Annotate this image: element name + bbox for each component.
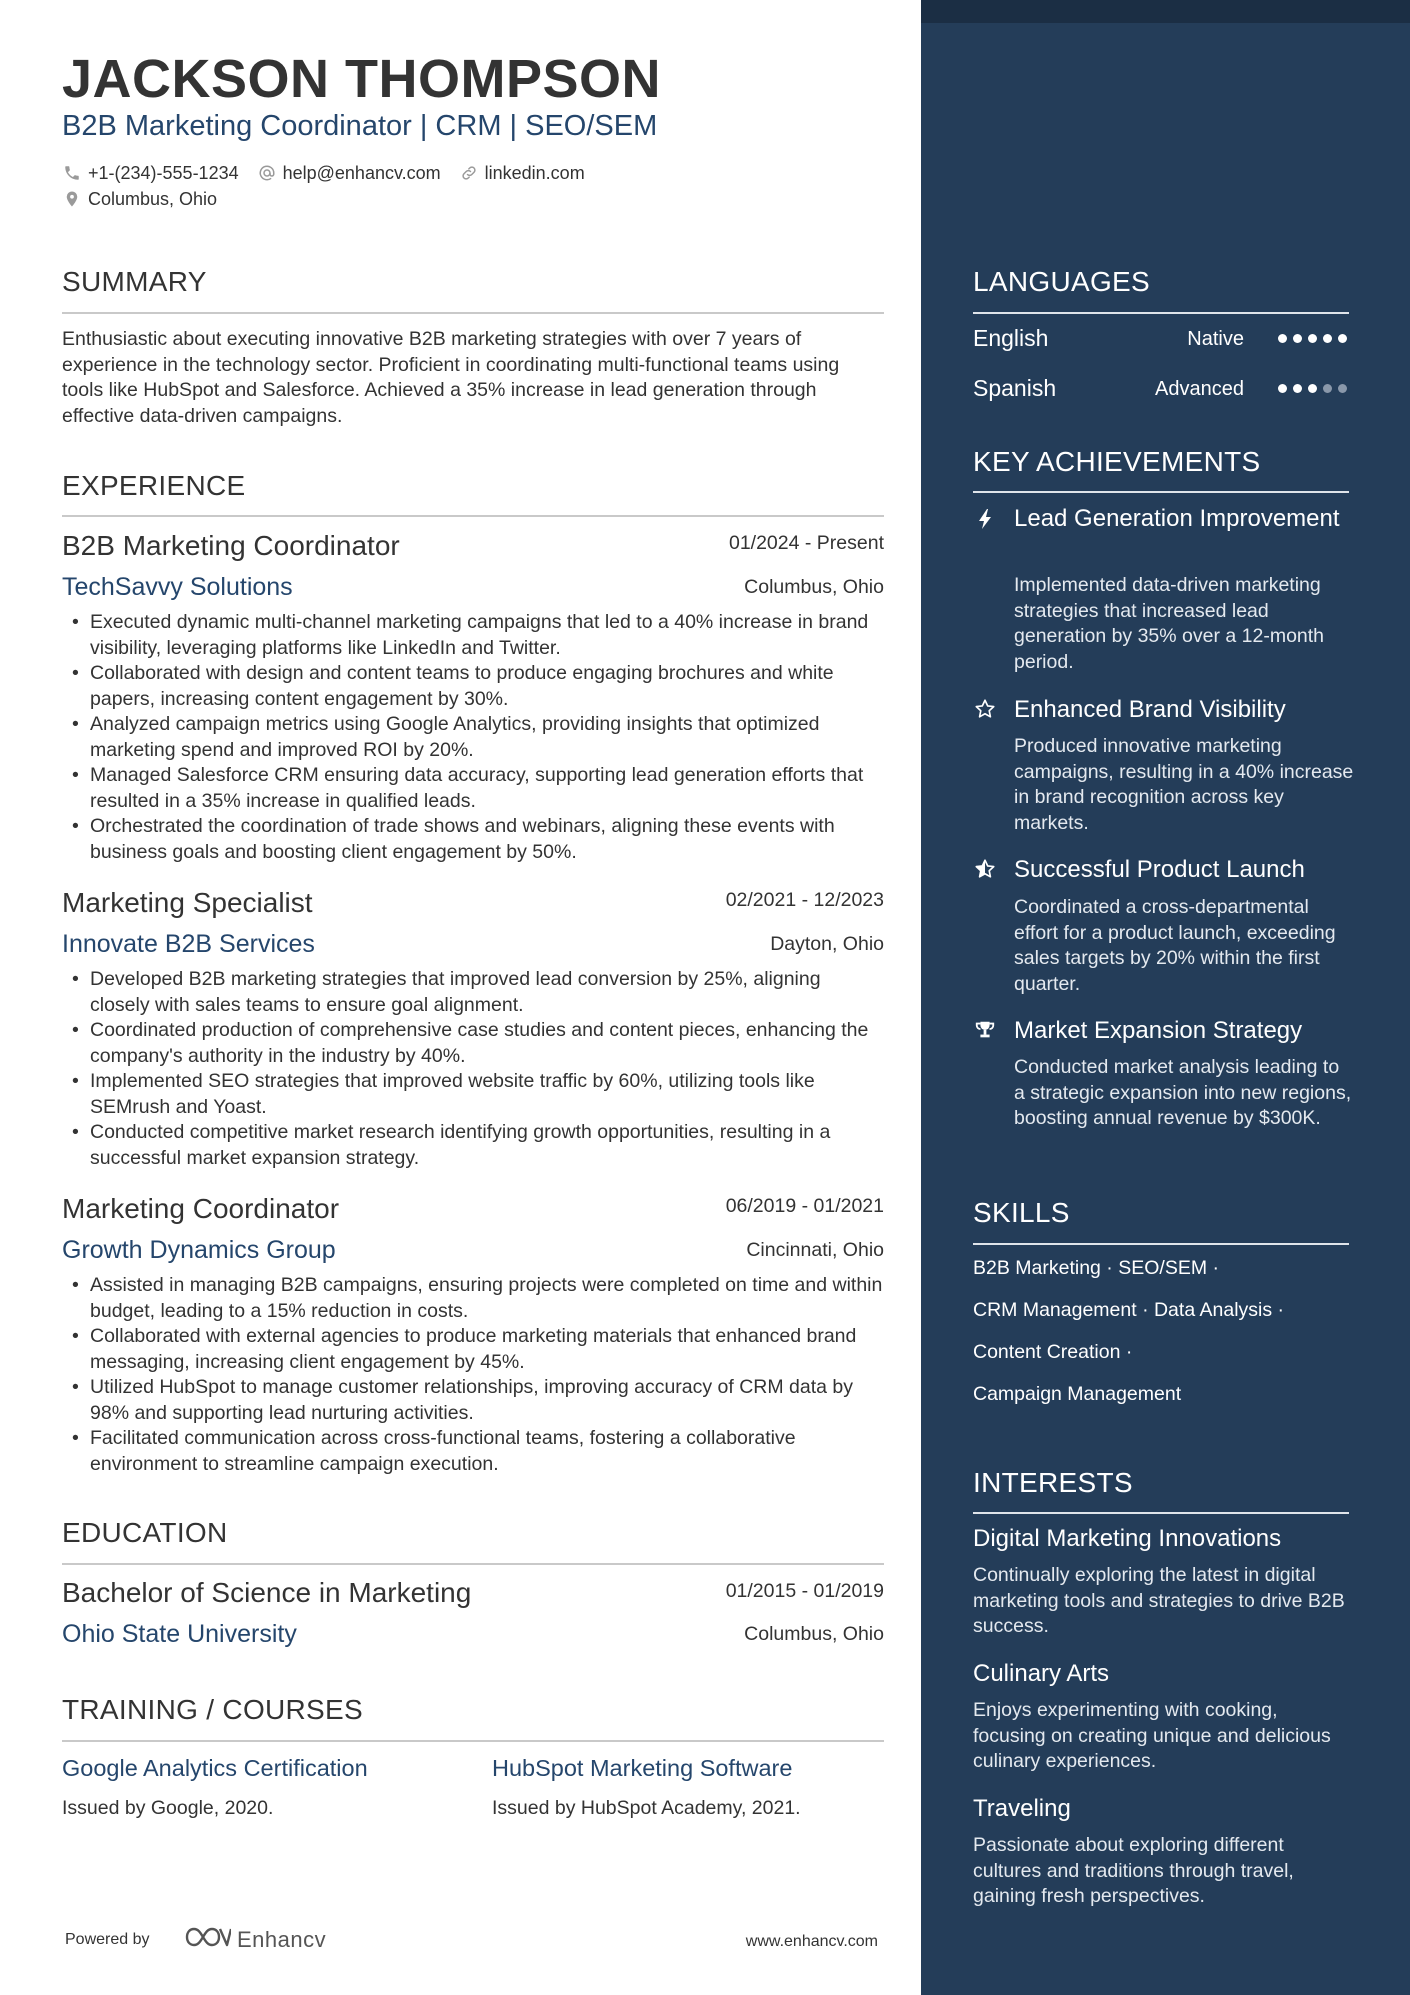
rating-dot-filled bbox=[1293, 384, 1302, 393]
language-rating bbox=[1272, 334, 1347, 343]
bullet-item: • Utilized HubSpot to manage customer relationships, improving accuracy of CRM data by 98% and supporting lead nurturing activities. bbox=[62, 1375, 884, 1426]
job-location: Cincinnati, Ohio bbox=[746, 1239, 884, 1261]
language-level: Native bbox=[1187, 328, 1244, 350]
enhancv-logo[interactable] bbox=[183, 1924, 326, 1955]
language-level: Advanced bbox=[1155, 378, 1244, 400]
trophy-icon bbox=[973, 1018, 997, 1042]
education-divider bbox=[62, 1563, 884, 1565]
rating-dot-empty bbox=[1323, 384, 1332, 393]
job-title: Marketing Coordinator bbox=[62, 1193, 340, 1224]
achievement-title: Lead Generation Improvement bbox=[1014, 505, 1340, 532]
interest-description: Enjoys experimenting with cooking, focusing on creating unique and delicious culinary experiences. bbox=[973, 1699, 1331, 1772]
location-pin-icon bbox=[62, 189, 82, 209]
rating-dot-filled bbox=[1323, 334, 1332, 343]
languages-divider bbox=[973, 312, 1349, 314]
language-name: Spanish bbox=[973, 375, 1057, 401]
bullet-item: • Analyzed campaign metrics using Google Analytics, providing insights that optimized marketing spend and improved ROI by 20%. bbox=[62, 712, 884, 763]
bullet-item: • Coordinated production of comprehensive case studies and content pieces, enhancing the company's authority in the industry by 40%. bbox=[62, 1018, 884, 1069]
bullet-item: • Implemented SEO strategies that improved website traffic by 60%, utilizing tools like SEMrush and Yoast. bbox=[62, 1069, 884, 1120]
skills-divider bbox=[973, 1243, 1349, 1245]
language-name: English bbox=[973, 325, 1049, 351]
bullet-item: • Facilitated communication across cross-functional teams, fostering a collaborative environment to streamline campaign execution. bbox=[62, 1426, 884, 1477]
job-company: Growth Dynamics Group bbox=[62, 1236, 336, 1264]
bullet-item: • Orchestrated the coordination of trade shows and webinars, aligning these events with business goals and boosting client engagement by 50%. bbox=[62, 814, 884, 865]
rating-dot-filled bbox=[1308, 334, 1317, 343]
experience-heading: EXPERIENCE bbox=[62, 470, 246, 501]
rating-dot-empty bbox=[1338, 384, 1347, 393]
job-dates: 02/2021 - 12/2023 bbox=[725, 889, 884, 911]
education-dates: 01/2015 - 01/2019 bbox=[725, 1580, 884, 1602]
degree-title: Bachelor of Science in Marketing bbox=[62, 1577, 472, 1608]
skill-tags: B2B Marketing · SEO/SEM · bbox=[973, 1257, 1219, 1279]
interest-title: Traveling bbox=[973, 1795, 1071, 1822]
location-contact bbox=[62, 189, 217, 210]
experience-divider bbox=[62, 515, 884, 517]
bullet-item: • Assisted in managing B2B campaigns, ensuring projects were completed on time and within budget, leading to a 15% reduction in costs. bbox=[62, 1273, 884, 1324]
candidate-name: JACKSON THOMPSON bbox=[62, 49, 662, 109]
achievement-title: Market Expansion Strategy bbox=[1014, 1017, 1303, 1044]
job-dates: 01/2024 - Present bbox=[728, 532, 884, 554]
education-heading: EDUCATION bbox=[62, 1517, 228, 1548]
job-bullets bbox=[62, 1273, 884, 1477]
skill-tags: CRM Management · Data Analysis · bbox=[973, 1299, 1285, 1321]
interest-title: Digital Marketing Innovations bbox=[973, 1525, 1282, 1552]
job-bullets bbox=[62, 967, 884, 1171]
bolt-icon bbox=[973, 507, 997, 531]
language-rating bbox=[1272, 384, 1347, 393]
bullet-item: • Conducted competitive market research identifying growth opportunities, resulting in a successful market expansion strategy. bbox=[62, 1120, 884, 1171]
rating-dot-filled bbox=[1338, 334, 1347, 343]
rating-dot-filled bbox=[1278, 334, 1287, 343]
bullet-item: • Collaborated with external agencies to produce marketing materials that enhanced brand messaging, increasing client engagement by 45%. bbox=[62, 1324, 884, 1375]
footer-website-link[interactable]: www.enhancv.com bbox=[745, 1933, 878, 1950]
sidebar-panel bbox=[921, 0, 1410, 1995]
linkedin-text: linkedin.com bbox=[484, 162, 585, 183]
course-title: HubSpot Marketing Software bbox=[492, 1755, 793, 1781]
at-icon bbox=[257, 163, 277, 183]
achievement-description: Implemented data-driven marketing strategies that increased lead generation by 35% over a 12-month period. bbox=[1014, 574, 1325, 673]
achievement-title: Successful Product Launch bbox=[1014, 856, 1305, 883]
job-dates: 06/2019 - 01/2021 bbox=[725, 1195, 884, 1217]
job-location: Columbus, Ohio bbox=[744, 576, 884, 598]
skills-heading: SKILLS bbox=[973, 1197, 1070, 1228]
candidate-headline: B2B Marketing Coordinator | CRM | SEO/SEM bbox=[62, 110, 658, 142]
interest-description: Continually exploring the latest in digital marketing tools and strategies to drive B2B success. bbox=[973, 1564, 1345, 1637]
job-bullets bbox=[62, 610, 884, 865]
summary-heading: SUMMARY bbox=[62, 266, 207, 297]
phone-text: +1-(234)-555-1234 bbox=[88, 162, 239, 183]
rating-dot-filled bbox=[1308, 384, 1317, 393]
linkedin-contact[interactable] bbox=[459, 163, 585, 184]
languages-heading: LANGUAGES bbox=[973, 266, 1150, 297]
enhancv-brand-text: Enhancv bbox=[237, 1926, 327, 1952]
job-location: Dayton, Ohio bbox=[770, 933, 884, 955]
achievement-description: Conducted market analysis leading to a strategic expansion into new regions, boosting annual revenue by $300K. bbox=[1014, 1056, 1352, 1129]
enhancv-logo-icon bbox=[183, 1924, 231, 1955]
interests-heading: INTERESTS bbox=[973, 1467, 1133, 1498]
achievement-title: Enhanced Brand Visibility bbox=[1014, 696, 1286, 723]
job-company: Innovate B2B Services bbox=[62, 930, 315, 958]
rating-dot-filled bbox=[1293, 334, 1302, 343]
email-text: help@enhancv.com bbox=[282, 162, 441, 183]
school-name: Ohio State University bbox=[62, 1620, 297, 1648]
bullet-item: • Executed dynamic multi-channel marketing campaigns that led to a 40% increase in brand visibility, leveraging platforms like LinkedIn and Twitter. bbox=[62, 610, 884, 661]
achievements-heading: KEY ACHIEVEMENTS bbox=[973, 446, 1261, 477]
course-title: Google Analytics Certification bbox=[62, 1755, 368, 1781]
job-title: Marketing Specialist bbox=[62, 887, 313, 918]
star-half-icon bbox=[973, 857, 997, 881]
bullet-item: • Managed Salesforce CRM ensuring data accuracy, supporting lead generation efforts that resulted in a 35% increase in qualified leads. bbox=[62, 763, 884, 814]
skill-tags: Campaign Management bbox=[973, 1383, 1182, 1405]
job-company: TechSavvy Solutions bbox=[62, 573, 293, 601]
interest-title: Culinary Arts bbox=[973, 1660, 1110, 1687]
phone-icon bbox=[62, 163, 82, 183]
training-divider bbox=[62, 1740, 884, 1742]
bullet-item: • Developed B2B marketing strategies that improved lead conversion by 25%, aligning closely with sales teams to ensure goal alignment. bbox=[62, 967, 884, 1018]
course-issuer: Issued by HubSpot Academy, 2021. bbox=[492, 1797, 801, 1819]
location-text: Columbus, Ohio bbox=[88, 188, 218, 209]
achievement-description: Produced innovative marketing campaigns, resulting in a 40% increase in brand recognition across key markets. bbox=[1014, 735, 1354, 834]
course-issuer: Issued by Google, 2020. bbox=[62, 1797, 274, 1819]
powered-by-label: Powered by bbox=[65, 1931, 150, 1948]
phone-contact[interactable] bbox=[62, 163, 239, 184]
sidebar-top-band bbox=[921, 0, 1410, 23]
email-contact[interactable] bbox=[257, 163, 441, 184]
achievements-divider bbox=[973, 491, 1349, 493]
achievement-description: Coordinated a cross-departmental effort for a product launch, exceeding sales targets by 20% within the first quarter. bbox=[1014, 896, 1336, 995]
rating-dot-filled bbox=[1278, 384, 1287, 393]
bullet-item: • Collaborated with design and content teams to produce engaging brochures and white papers, increasing content engagement by 30%. bbox=[62, 661, 884, 712]
star-outline-icon bbox=[973, 697, 997, 721]
summary-divider bbox=[62, 312, 884, 314]
contact-info bbox=[62, 160, 884, 212]
interests-divider bbox=[973, 1512, 1349, 1514]
language-item bbox=[973, 325, 1349, 355]
summary-text: Enthusiastic about executing innovative B2B marketing strategies with over 7 years of experience in the technology sector. Proficient in coordinating multi-functional teams using tools like HubSpot and Salesforce. Achieved a 35% increase in lead generation through effective data-driven campaigns. bbox=[62, 328, 840, 427]
link-icon bbox=[459, 163, 479, 183]
language-item bbox=[973, 375, 1349, 405]
training-heading: TRAINING / COURSES bbox=[62, 1694, 363, 1725]
interest-description: Passionate about exploring different cultures and traditions through travel, gaining fresh perspectives. bbox=[973, 1834, 1294, 1907]
skill-tags: Content Creation · bbox=[973, 1341, 1133, 1363]
job-title: B2B Marketing Coordinator bbox=[62, 530, 400, 561]
education-location: Columbus, Ohio bbox=[744, 1623, 884, 1645]
